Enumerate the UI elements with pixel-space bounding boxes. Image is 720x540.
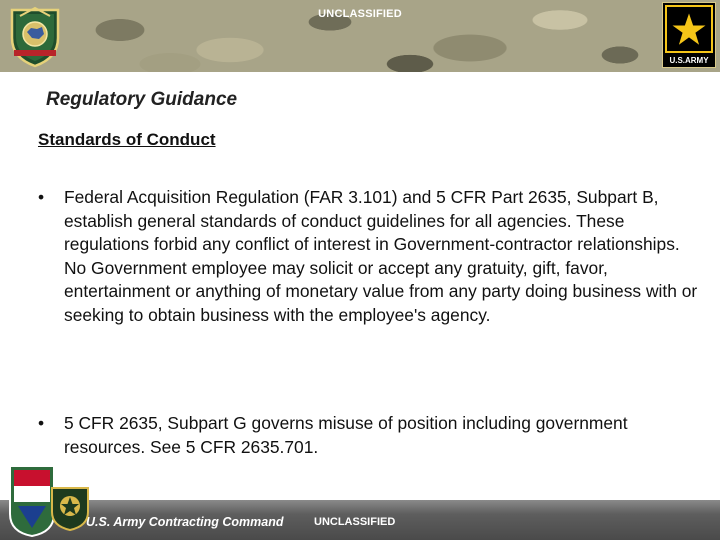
header-classification: UNCLASSIFIED [318, 8, 402, 20]
bullet-dot: • [38, 187, 45, 207]
footer-bar [0, 500, 720, 540]
bullet-text: Federal Acquisition Regulation (FAR 3.101) and 5 CFR Part 2635, Subpart B, establish general standards of conduct guidelines for all agencies. These regulations forbid any conflict of interest in Government-contractor relationships. No Government employee may solicit or accept any gratuity, gift, favor, entertainment or anything of monetary value from any party doing business with or seeking to obtain business with the employee's agency. [64, 187, 698, 325]
page-title: Regulatory Guidance [46, 89, 238, 110]
bullet-text: 5 CFR 2635, Subpart G governs misuse of position including government resources. See 5 CFR 2635.701. [64, 413, 628, 457]
army-logo-text: U.S.ARMY [669, 56, 709, 65]
acquisition-crest-icon [6, 4, 64, 68]
us-army-star-logo-icon [662, 2, 716, 68]
section-subtitle: Standards of Conduct [38, 130, 216, 149]
header-banner [0, 0, 720, 72]
bullet-item [38, 412, 698, 459]
bullet-dot: • [38, 413, 45, 433]
footer-brand: U.S. Army Contracting Command [86, 515, 284, 529]
footer-classification: UNCLASSIFIED [314, 516, 396, 528]
contracting-command-seal-icon [48, 482, 92, 532]
bullet-item [38, 186, 698, 327]
